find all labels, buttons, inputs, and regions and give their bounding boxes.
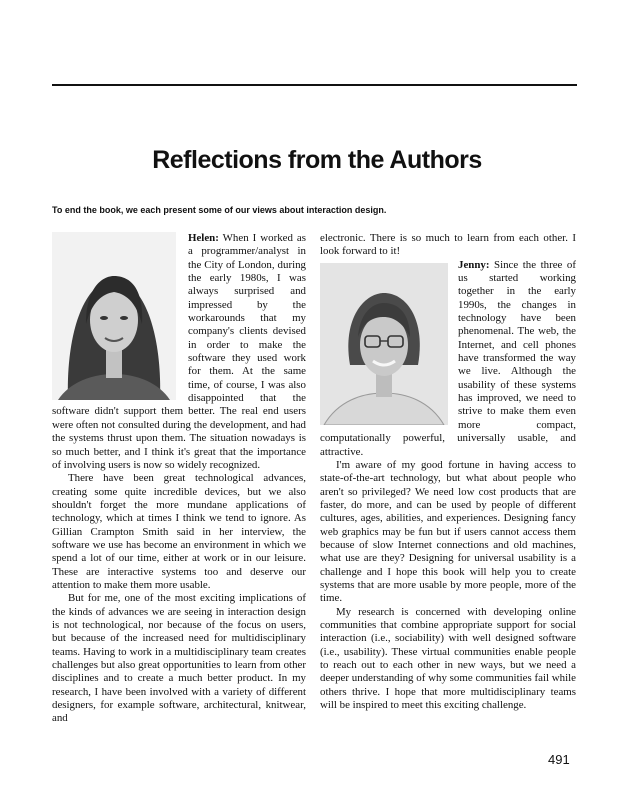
jenny-paragraph-3: My research is concerned with developing online communities that combine appropriate support for social interaction (i.e., sociability) with well designed software (i.e., usability). These virtual communities enable people to reach out to each other in new ways, but we need a deeper understanding of why some communities fail while others thrive. I hope that more multidisciplinary teams will be inspired to meet this exciting challenge. [320,605,576,712]
page-number: 491 [548,752,570,767]
left-column [52,232,306,726]
helen-photo [52,232,176,400]
jenny-paragraph-1: Since the three of us started working together in the early 1990s, the changes in technology have been phenomenal. The web, the Internet, and cell phones have transformed the way we live. Although the usability of these systems has improved, we need to strive to make them even more compact, computationally powerful, universally usable, and attractive. [320,258,576,458]
helen-portrait [52,232,176,400]
header-rule [52,84,577,86]
jenny-name: Jenny: [458,258,490,271]
jenny-photo [320,263,448,425]
helen-name: Helen: [188,232,219,244]
helen-paragraph-2: There have been great technological advances, creating some quite incredible devices, but we also shouldn't forget the more mundane applications of technology, which at times I think we tend to ignore. As Gillian Crampton Smith said in her interview, the software we use has become an environment in which we spend a lot of our time, either at work or in our leisure. These are interactive systems too and deserve our attention to make them more usable. [52,472,306,591]
right-column [320,232,576,712]
helen-paragraph-3-continued: electronic. There is so much to learn from each other. I look forward to it! [320,232,576,258]
jenny-paragraph-2: I'm aware of my good fortune in having access to state-of-the-art technology, but what about people who aren't so privileged? We need low cost products that are faster, do more, and can be used by people of different cultures, ages, abilities, and experiences. Designing fancy web graphics may be fun but if users cannot access them because of slow Internet connections and old machines, what use are they? Designing for universal usability is a challenge and I hope this book will help you to create systems that are more usable by more people, more of the time. [320,458,576,605]
jenny-portrait [320,263,448,425]
page-title: Reflections from the Authors [152,146,482,174]
intro-text: To end the book, we each present some of our views about interaction design. [52,205,387,215]
helen-paragraph-3: But for me, one of the most exciting implications of the kinds of advances we are seeing in interaction design is not technological, nor because of the focus on users, but because of the increased need for multidisciplinary teams. Having to work in a multidisciplinary team creates challenges but also great opportunities to learn from other disciplines and to create a much better product. In my research, I have been involved with a variety of different designers, for example software, architectural, knitwear, and [52,592,306,725]
helen-paragraph-1: When I worked as a programmer/analyst in the City of London, during the early 1980s, I was always surprised and impressed by the workarounds that my company's clients devised in order to make the software they used work for them. At the same time, of course, I was also disappointed that the software didn't support them better. The real end users were often not consulted during the development, and had the systems thrust upon them. The situation nowadays is so much better, and I think it's great that the importance of involving users is now so widely recognized. [52,232,306,471]
